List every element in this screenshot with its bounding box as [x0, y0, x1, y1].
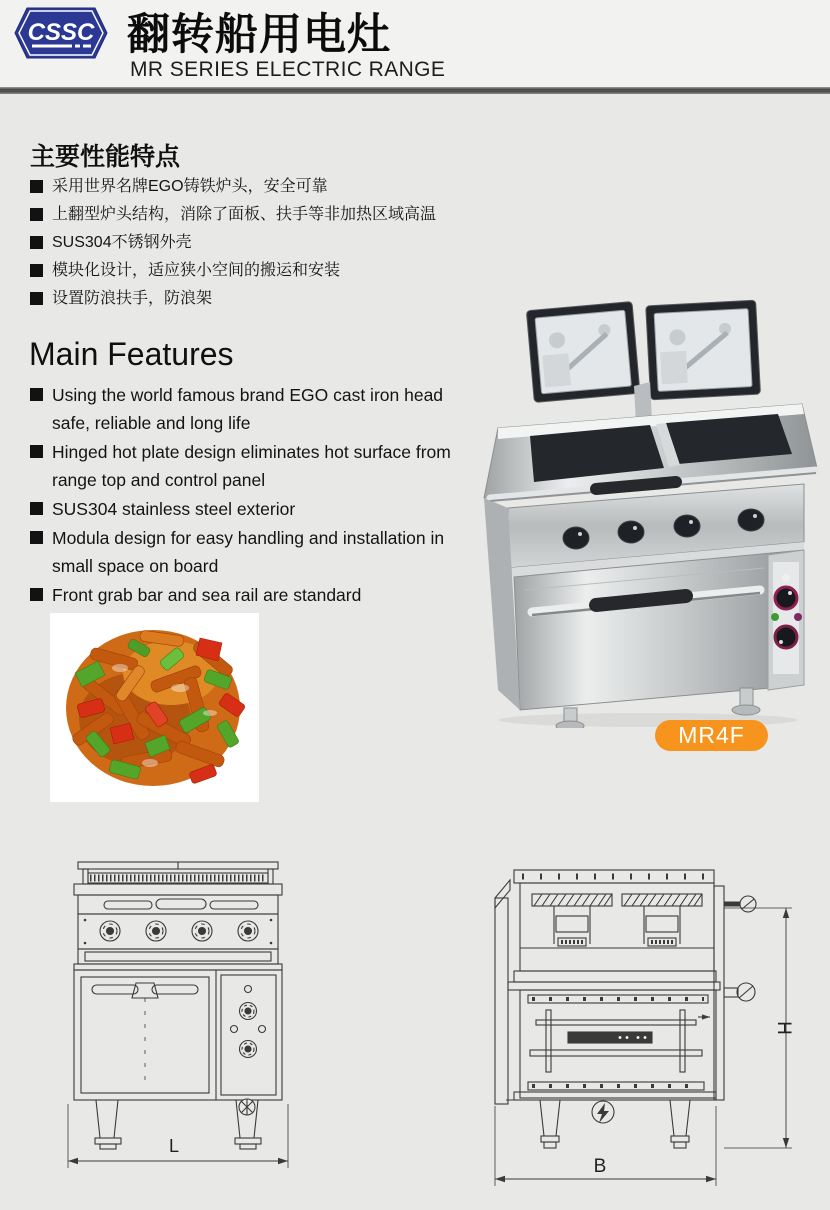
bullet-square-icon — [30, 388, 43, 401]
list-item — [30, 205, 470, 225]
feature-text: Front grab bar and sea rail are standard — [52, 585, 362, 605]
feature-text: 上翻型炉头结构，消除了面板、扶手等非加热区域高温 — [52, 206, 437, 223]
feature-text: Hinged hot plate design eliminates hot surface from range top and control panel — [52, 442, 451, 490]
bullet-square-icon — [30, 588, 43, 601]
feature-text: SUS304 stainless steel exterior — [52, 499, 296, 519]
bullet-square-icon — [30, 531, 43, 544]
electric-range-image — [468, 290, 830, 728]
model-badge: MR4F — [655, 720, 768, 751]
bullet-square-icon — [30, 180, 43, 193]
page-subtitle: MR SERIES ELECTRIC RANGE — [130, 58, 446, 81]
cssc-logo-icon — [14, 7, 108, 59]
features-en-list — [30, 381, 470, 610]
side-view-image — [448, 864, 800, 1208]
list-item — [30, 177, 470, 197]
list-item — [30, 289, 470, 309]
bullet-square-icon — [30, 292, 43, 305]
feature-text: Using the world famous brand EGO cast iron head safe, reliable and long life — [52, 385, 444, 433]
feature-text: 模块化设计，适应狭小空间的搬运和安装 — [52, 262, 341, 279]
logo-text: CSSC — [27, 19, 95, 46]
header-divider — [0, 87, 830, 94]
food-dish-image — [50, 613, 259, 802]
page-title: 翻转船用电灶 — [127, 11, 391, 59]
feature-text: SUS304不锈钢外壳 — [52, 234, 192, 251]
dimension-label-B: B — [593, 1156, 607, 1177]
features-zh-list — [30, 177, 470, 317]
list-item — [30, 438, 470, 494]
list-item — [30, 233, 470, 253]
feature-text: Modula design for easy handling and installation in small space on board — [52, 528, 445, 576]
feature-text: 设置防浪扶手，防浪架 — [52, 290, 213, 307]
cssc-logo — [14, 7, 108, 59]
features-en-heading: Main Features — [29, 336, 234, 372]
list-item — [30, 381, 470, 437]
list-item — [30, 495, 470, 523]
list-item — [30, 581, 470, 609]
product-photo — [468, 290, 830, 728]
front-view-image — [58, 858, 298, 1180]
page-header — [0, 0, 830, 87]
bullet-square-icon — [30, 236, 43, 249]
feature-text: 采用世界名牌EGO铸铁炉头，安全可靠 — [52, 178, 328, 195]
bullet-square-icon — [30, 208, 43, 221]
front-view-drawing — [58, 858, 298, 1185]
dimension-label-H: H — [773, 1021, 794, 1035]
dimension-label-L: L — [168, 1136, 180, 1156]
list-item — [30, 261, 470, 281]
bullet-square-icon — [30, 445, 43, 458]
bullet-square-icon — [30, 264, 43, 277]
bullet-square-icon — [30, 502, 43, 515]
list-item — [30, 524, 470, 580]
food-dish-photo — [50, 613, 259, 802]
side-view-drawing — [448, 864, 800, 1210]
features-zh-heading: 主要性能特点 — [30, 143, 181, 171]
